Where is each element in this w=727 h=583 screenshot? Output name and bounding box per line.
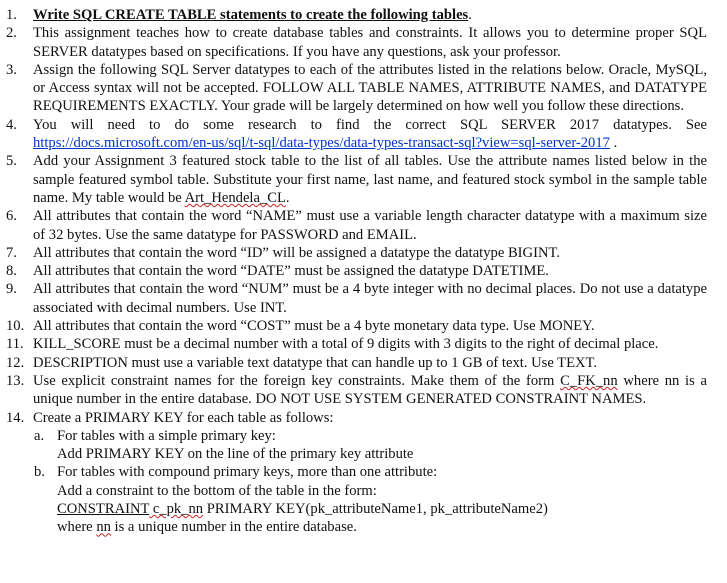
item-text: Create a PRIMARY KEY for each table as follows: [33,409,334,426]
item-number: 3. [6,61,17,78]
item-text: All attributes that contain the word “DATE” must be assigned the datatype DATETIME. [33,263,549,280]
sub-list-item [0,463,727,536]
list-item [0,280,727,317]
list-item [0,244,727,262]
item-number: 12. [6,354,25,371]
item-number: 8. [6,263,17,280]
item-text: Assign the following SQL Server datatypes to each of the attributes listed in the relations below. Oracle, MySQL, or Access syntax will not be accepted. FOLLOW ALL TABLE NAMES, ATTRIBUTE NAMES, and DATATYPE REQUIREMENTS EXACTLY. Your grade will be largely determined on how well you follow these directions. [33,61,707,115]
list-item [0,24,727,61]
item-text: All attributes that contain the word “NUM” must be a 4 byte integer with no decimal places. Do not use a datatype associated with decimal numbers. Use INT. [33,281,707,316]
item-text: You will need to do some research to find the correct SQL SERVER 2017 datatypes. See [33,116,707,133]
item-text: All attributes that contain the word “NAME” must use a variable length character datatype with a maximum size of 32 bytes. Use the same datatype for PASSWORD and EMAIL. [33,208,707,243]
list-item [0,207,727,244]
list-item: 5. Add your Assignment 3 featured stock table to the list of all tables. Use the attribute names listed below in the sample featured symbol table. Substitute your first name, last name, and featured stock symbol in the sample table name. My table would be Art_Hendela_CL. [6,153,707,206]
list-item: 4. You will need to do some research to find the correct SQL SERVER 2017 datatypes. See https://docs.microsoft.com/en-us/sql/t-sql/data-types/data-types-transact-sql?view=sql-server-2017 . [6,116,707,152]
sub-list-item [0,427,727,464]
list-item [0,409,727,427]
item-number: 14. [6,409,25,426]
sub-item-text: where nn is a unique number in the entire database. [57,519,357,536]
list-item [0,61,727,116]
list-item: 1. Write SQL CREATE TABLE statements to create the following tables. [6,7,472,23]
item-number: 10. [6,318,25,335]
sub-item-text: Add a constraint to the bottom of the table in the form: [57,482,377,499]
item-text: Add your Assignment 3 featured stock table to the list of all tables. Use the attribute names listed below in the sample featured symbol table. Substitute your first name, last name, and featured stock symbol in the sample table name. My table would be [33,153,707,206]
list-item [0,335,727,353]
sub-item-text: For tables with a simple primary key: [57,427,276,444]
sub-item-label: b. [34,464,45,481]
item-number: 9. [6,281,17,298]
item-number: 5. [6,153,17,170]
item-number: 4. [6,116,17,133]
item-number: 1. [6,7,17,23]
item-number: 13. [6,372,25,389]
item-number: 6. [6,208,17,225]
docs-link[interactable]: https://docs.microsoft.com/en-us/sql/t-sql/data-types/data-types-transact-sql?view=sql-server-2017 [33,135,610,152]
document-body [0,6,727,537]
list-item: 13. Use explicit constraint names for the foreign key constraints. Make them of the form C_FK_nn where nn is a unique number in the entire database. DO NOT USE SYSTEM GENERATED CONSTRAINT NAMES. [6,372,707,408]
item-number: 7. [6,244,17,261]
assignment-title: Write SQL CREATE TABLE statements to create the following tables [33,7,469,23]
sample-table-name: Art_Hendela_CL [184,189,286,206]
item-number: 11. [6,336,24,353]
item-text: Use explicit constraint names for the foreign key constraints. Make them of the form [33,372,561,389]
sub-item-text: For tables with compound primary keys, more than one attribute: [57,464,438,481]
constraint-name-pattern: C_FK_nn [560,372,618,389]
item-text: All attributes that contain the word “ID” will be assigned a datatype the datatype BIGINT. [33,244,560,261]
constraint-syntax-line: CONSTRAINT c_pk_nn PRIMARY KEY(pk_attributeName1, pk_attributeName2) [57,501,548,518]
item-number: 2. [6,25,17,42]
sub-item-text: Add PRIMARY KEY on the line of the primary key attribute [57,446,414,463]
item-text: This assignment teaches how to create database tables and constraints. It allows you to determine proper SQL SERVER datatypes based on specifications. If you have any questions, ask your professor. [33,25,707,60]
list-item [0,262,727,280]
list-item [0,354,727,372]
item-text: All attributes that contain the word “COST” must be a 4 byte monetary data type. Use MONEY. [33,318,595,335]
list-item [0,317,727,335]
item-text: DESCRIPTION must use a variable text datatype that can handle up to 1 GB of text. Use TEXT. [33,354,598,371]
sub-item-label: a. [34,427,45,444]
item-text: KILL_SCORE must be a decimal number with a total of 9 digits with 3 digits to the right of decimal place. [33,336,659,353]
